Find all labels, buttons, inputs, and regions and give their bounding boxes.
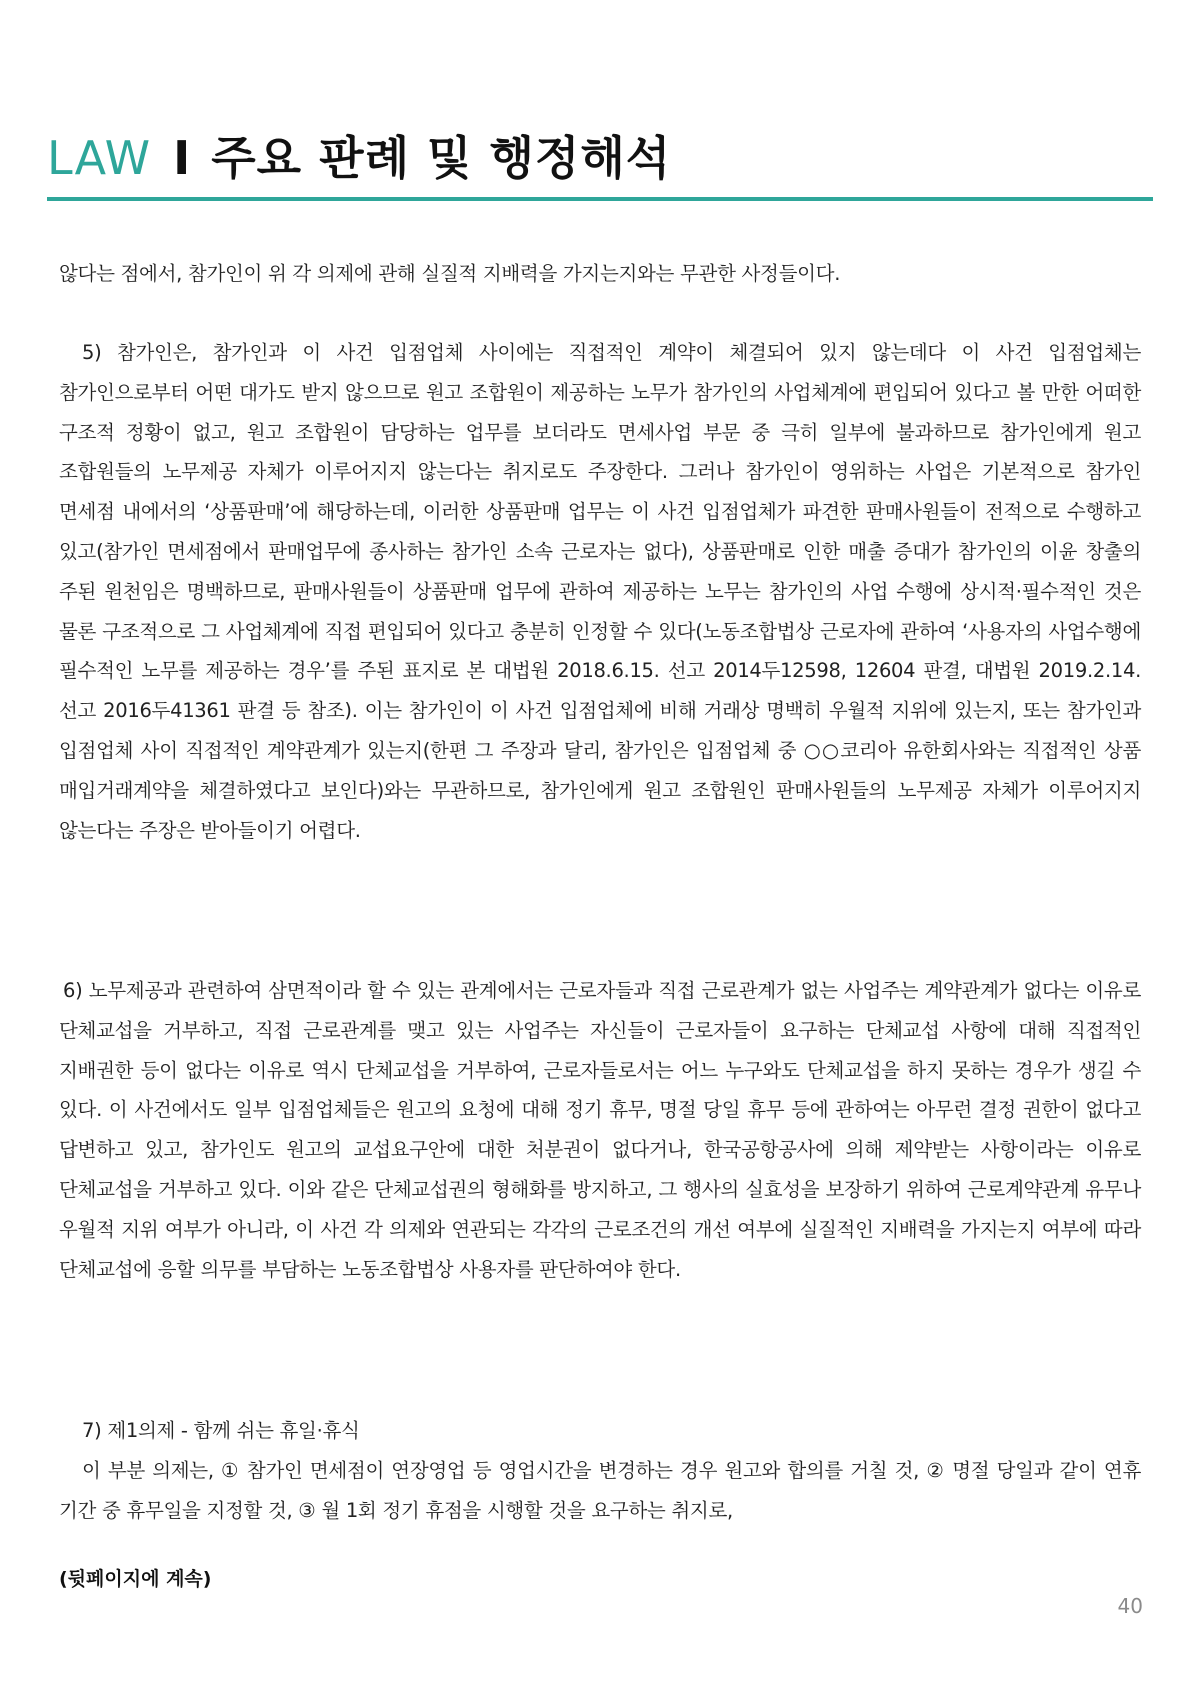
law-label: LAW — [47, 131, 152, 185]
paragraph-7 — [59, 1411, 1141, 1530]
continued-note: (뒷페이지에 계속) — [59, 1568, 212, 1590]
title-text: 주요 판례 및 행정해석 — [211, 131, 672, 185]
paragraph-7-heading: 7) 제1의제 - 함께 쉬는 휴일·휴식 — [82, 1419, 360, 1442]
intro-paragraph: 않다는 점에서, 참가인이 위 각 의제에 관해 실질적 지배력을 가지는지와는 무관한 사정들이다. — [59, 262, 841, 285]
page-header — [47, 128, 1153, 200]
paragraph-6: 6) 노무제공과 관련하여 삼면적이라 할 수 있는 관계에서는 근로자들과 직접 근로관계가 없는 사업주는 계약관계가 없다는 이유로 단체교섭을 거부하고, 직접 근로관계를 맺고 있는 사업주는 자신들이 근로자들이 요구하는 단체교섭 사항에 대해 직접적인 지배권한 등이 없다는 이유로 역시 단체교섭을 거부하여, 근로자들로서는 어느 누구와도 단체교섭을 하지 못하는 경우가 생길 수 있다. 이 사건에서도 일부 입점업체들은 원고의 요청에 대해 정기 휴무, 명절 당일 휴무 등에 관하여는 아무런 결정 권한이 없다고 답변하고 있고, 참가인도 원고의 교섭요구안에 대한 처분권이 없다거나, 한국공항공사에 의해 제약받는 사항이라는 이유로 단체교섭을 거부하고 있다. 이와 같은 단체교섭권의 형해화를 방지하고, 그 행사의 실효성을 보장하기 위하여 근로계약관계 유무나 우월적 지위 여부가 아니라, 이 사건 각 의제와 연관되는 각각의 근로조건의 개선 여부에 실질적인 지배력을 가지는지 여부에 따라 단체교섭에 응할 의무를 부담하는 노동조합법상 사용자를 판단하여야 한다. — [59, 979, 1141, 1281]
header-divider — [47, 197, 1153, 201]
paragraph-5: 5) 참가인은, 참가인과 이 사건 입점업체 사이에는 직접적인 계약이 체결되어 있지 않는데다 이 사건 입점업체는 참가인으로부터 어떤 대가도 받지 않으므로 원고 조합원이 제공하는 노무가 참가인의 사업체계에 편입되어 있다고 볼 만한 어떠한 구조적 정황이 없고, 원고 조합원이 담당하는 업무를 보더라도 면세사업 부문 중 극히 일부에 불과하므로 참가인에게 원고 조합원들의 노무제공 자체가 이루어지지 않는다는 취지로도 주장한다. 그러나 참가인이 영위하는 사업은 기본적으로 참가인 면세점 내에서의 ‘상품판매’에 해당하는데, 이러한 상품판매 업무는 이 사건 입점업체가 파견한 판매사원들이 전적으로 수행하고 있고(참가인 면세점에서 판매업무에 종사하는 참가인 소속 근로자는 없다), 상품판매로 인한 매출 증대가 참가인의 이윤 창출의 주된 원천임은 명백하므로, 판매사원들이 상품판매 업무에 관하여 제공하는 노무는 참가인의 사업 수행에 상시적·필수적인 것은 물론 구조적으로 그 사업체계에 직접 편입되어 있다고 충분히 인정할 수 있다(노동조합법상 근로자에 관하여 ‘사용자의 사업수행에 필수적인 노무를 제공하는 경우’를 주된 표지로 본 대법원 2018.6.15. 선고 2014두12598, 12604 판결, 대법원 2019.2.14. 선고 2016두41361 판결 등 참조). 이는 참가인이 이 사건 입점업체에 비해 거래상 명백히 우월적 지위에 있는지, 또는 참가인과 입점업체 사이 직접적인 계약관계가 있는지(한편 그 주장과 달리, 참가인은 입점업체 중 ○○코리아 유한회사와는 직접적인 상품 매입거래계약을 체결하였다고 보인다)와는 무관하므로, 참가인에게 원고 조합원인 판매사원들의 노무제공 자체가 이루어지지 않는다는 주장은 받아들이기 어렵다. — [59, 341, 1141, 842]
paragraph-7-body: 이 부분 의제는, ① 참가인 면세점이 연장영업 등 영업시간을 변경하는 경우 원고와 합의를 거칠 것, ② 명절 당일과 같이 연휴 기간 중 휴무일을 지정할 것, ③ 월 1회 정기 휴점을 시행할 것을 요구하는 취지로, — [59, 1458, 1141, 1522]
title-separator: I — [173, 131, 192, 185]
page-number: 40 — [1117, 1594, 1143, 1618]
section-title — [47, 128, 671, 188]
